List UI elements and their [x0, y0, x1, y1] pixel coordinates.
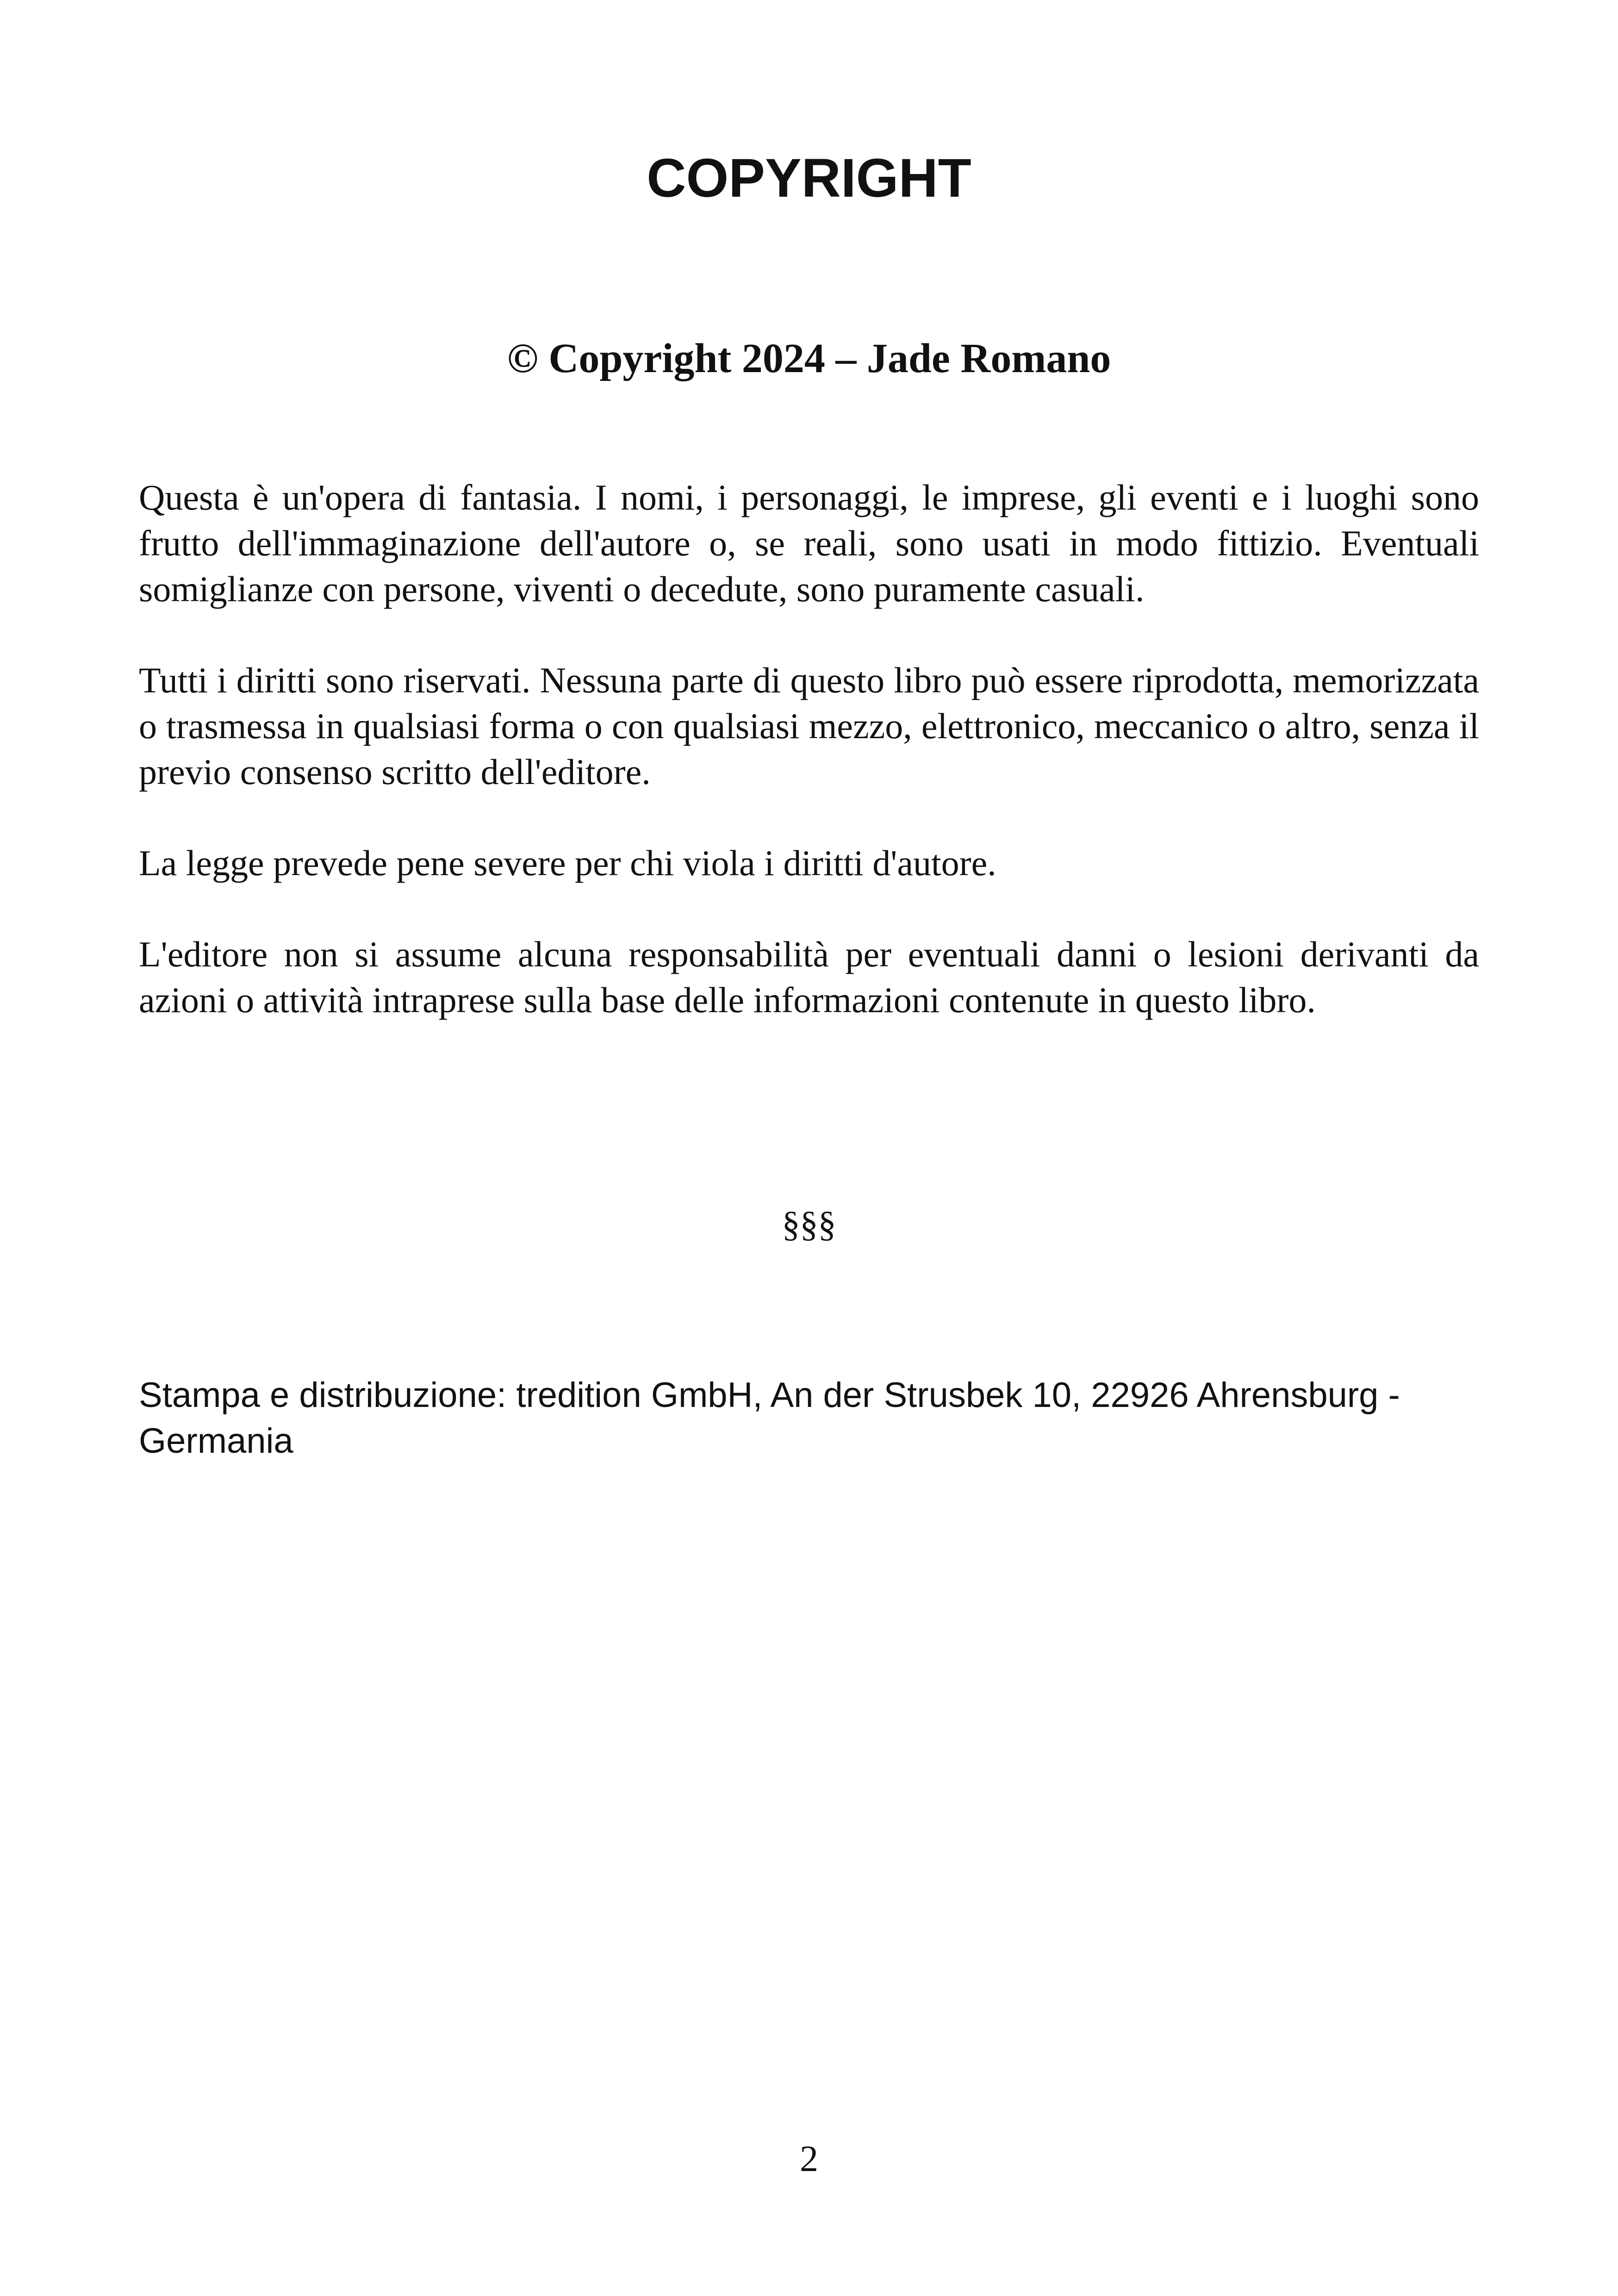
printer-info: Stampa e distribuzione: tredition GmbH, An der Strusbek 10, 22926 Ahrensburg - Germania	[139, 1375, 1400, 1461]
page-title: COPYRIGHT	[647, 148, 971, 209]
paragraph-fiction-disclaimer: Questa è un'opera di fantasia. I nomi, i personaggi, le imprese, gli eventi e i luoghi sono frutto dell'immaginazione dell'autore o, se reali, sono usati in modo fittizio. Eventuali somiglianze con persone, viventi o decedute, sono puramente casuali.	[139, 477, 1479, 609]
paragraph-law-notice: La legge prevede pene severe per chi viola i diritti d'autore.	[139, 843, 996, 883]
page-number: 2	[800, 2139, 818, 2179]
paragraph-liability-disclaimer: L'editore non si assume alcuna responsabilità per eventuali danni o lesioni derivanti da azioni o attività intraprese sulla base delle informazioni contenute in questo libro.	[139, 934, 1479, 1020]
paragraph-rights-reserved: Tutti i diritti sono riservati. Nessuna parte di questo libro può essere riprodotta, memorizzata o trasmessa in qualsiasi forma o con qualsiasi mezzo, elettronico, meccanico o altro, senza il previo consenso scritto dell'editore.	[139, 660, 1479, 792]
copyright-line: © Copyright 2024 – Jade Romano	[507, 336, 1111, 381]
section-separator: §§§	[782, 1204, 836, 1244]
body-text	[139, 474, 1479, 1068]
